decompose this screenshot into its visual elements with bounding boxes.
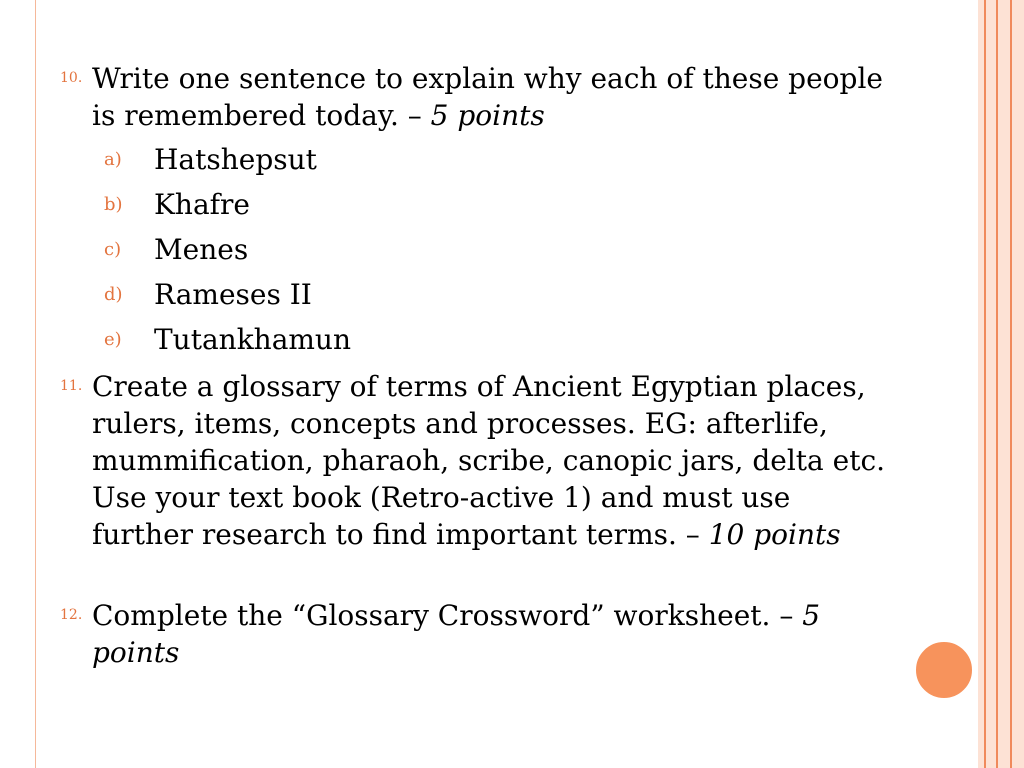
list-item-text: Write one sentence to explain why each of these people is remembered today. – 5 points bbox=[92, 62, 883, 132]
points-label: 10 points bbox=[708, 518, 841, 551]
right-stripe-3 bbox=[1010, 0, 1012, 768]
sub-label: Menes bbox=[154, 233, 249, 266]
list-item-11 bbox=[60, 368, 890, 553]
sub-label: Tutankhamun bbox=[154, 323, 351, 356]
decorative-orange-circle bbox=[914, 640, 974, 700]
list-number: 11. bbox=[60, 378, 83, 394]
sub-label: Rameses II bbox=[154, 278, 312, 311]
sub-label: Hatshepsut bbox=[154, 143, 317, 176]
sub-label: Khafre bbox=[154, 188, 250, 221]
list-item-text: Complete the “Glossary Crossword” worksheet. – 5 points bbox=[92, 599, 821, 669]
sub-letter: a) bbox=[104, 149, 122, 170]
list-item-12 bbox=[60, 597, 890, 671]
sub-letter: b) bbox=[104, 194, 123, 215]
right-stripe-2 bbox=[996, 0, 998, 768]
list-number: 10. bbox=[60, 70, 83, 86]
sub-letter: c) bbox=[104, 239, 122, 260]
list-item-10 bbox=[60, 60, 890, 134]
right-stripe-1 bbox=[984, 0, 986, 768]
left-border-line bbox=[35, 0, 36, 768]
points-label: 5 points bbox=[92, 599, 821, 669]
points-label: 5 points bbox=[430, 99, 545, 132]
list-item-text: Create a glossary of terms of Ancient Egyptian places, rulers, items, concepts and processes. EG: afterlife, mummification, pharaoh, scribe, canopic jars, delta etc. Use your text book (Retro-active 1) and must use further research to find important terms. – 10 points bbox=[92, 370, 886, 551]
sub-letter: e) bbox=[104, 329, 122, 350]
list-number: 12. bbox=[60, 607, 83, 623]
sub-letter: d) bbox=[104, 284, 123, 305]
